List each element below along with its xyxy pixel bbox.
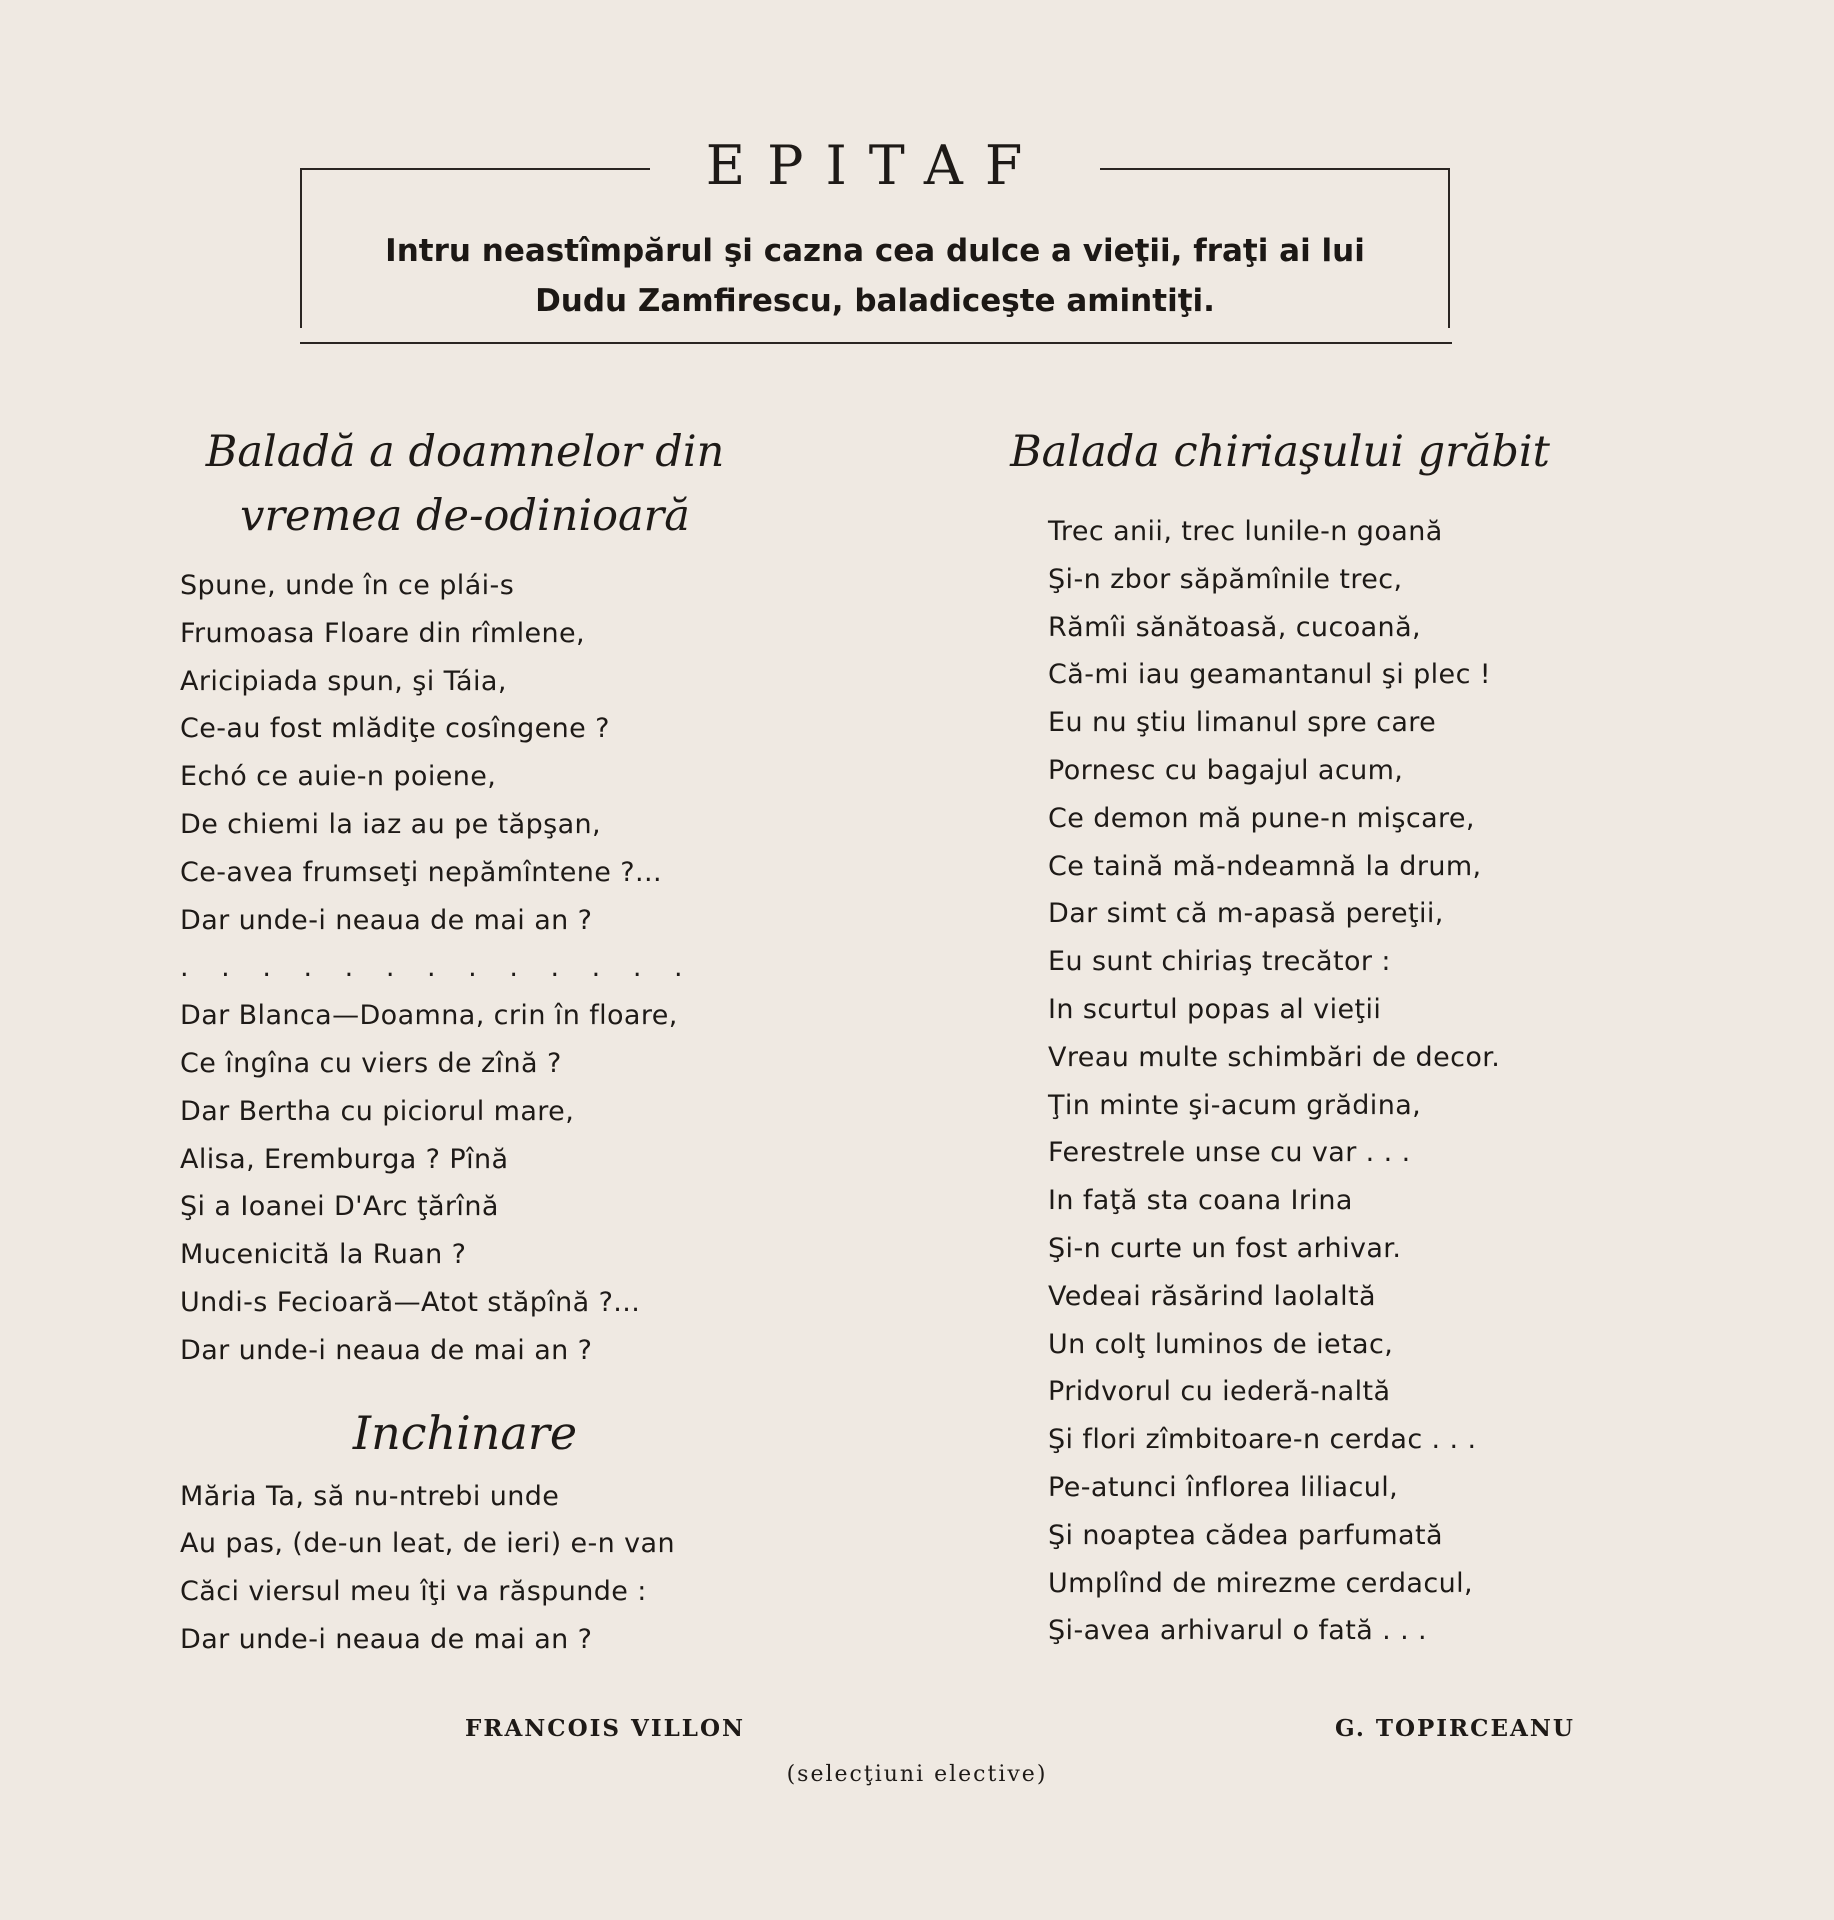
- verse-line: Ţin minte şi-acum grădina,: [1048, 1089, 1422, 1121]
- verse-line: Dar unde-i neaua de mai an ?: [180, 1334, 593, 1366]
- poem-title-balada-chiriasului: Balada chiriaşului grăbit: [1010, 427, 1550, 477]
- verse-line: Dar unde-i neaua de mai an ?: [180, 1623, 593, 1655]
- verse-line: Şi-n curte un fost arhivar.: [1048, 1232, 1402, 1264]
- verse-line: Ferestrele unse cu var . . .: [1048, 1137, 1411, 1169]
- verse-line: Aricipiada spun, şi Táia,: [180, 665, 507, 697]
- verse-line: Dar Blanca—Doamna, crin în floare,: [180, 1000, 678, 1032]
- verse-line: Vreau multe schimbări de decor.: [1048, 1041, 1501, 1073]
- right-column: [980, 420, 1630, 1655]
- verse-line: Măria Ta, să nu-ntrebi unde: [180, 1480, 560, 1512]
- verse-line: Rămîi sănătoasă, cucoană,: [1048, 611, 1421, 643]
- verse-line: Şi-n zbor săpămînile trec,: [1048, 563, 1403, 595]
- verse-line: Mucenicită la Ruan ?: [180, 1239, 467, 1271]
- poem-title-line-1: Baladă a doamnelor din: [205, 427, 725, 477]
- verse-line: Vedeai răsărind laolaltă: [1048, 1280, 1376, 1312]
- page-title: EPITAF: [705, 134, 1045, 197]
- verse-line: Au pas, (de-un leat, de ieri) e-n van: [180, 1528, 675, 1560]
- verse-line: Ce demon mă pune-n mişcare,: [1048, 802, 1475, 834]
- verse-line: Dar unde-i neaua de mai an ?: [180, 904, 593, 936]
- ellipsis-separator: . . . . . . . . . . . . .: [180, 952, 695, 984]
- verse-line: Alisa, Eremburga ? Pînă: [180, 1143, 509, 1175]
- epitaph-dedication: [330, 226, 1420, 326]
- verse-line: Eu nu ştiu limanul spre care: [1048, 707, 1437, 739]
- verse-line: In faţă sta coana Irina: [1048, 1185, 1353, 1217]
- poem-title-line-2: vremea de-odinioară: [240, 491, 690, 541]
- author-topirceanu: G. TOPIRCEANU: [1335, 1715, 1575, 1742]
- verse-line: Şi-avea arhivarul o fată . . .: [1048, 1615, 1428, 1647]
- verse-line: Dar Bertha cu piciorul mare,: [180, 1095, 575, 1127]
- poem-inchinare-lines: [180, 1473, 780, 1664]
- verse-line: Ce îngîna cu viers de zînă ?: [180, 1047, 562, 1079]
- verse-line: Căci viersul meu îţi va răspunde :: [180, 1576, 647, 1608]
- verse-line: Echó ce auie-n poiene,: [180, 761, 497, 793]
- poem-stanza-1: [180, 562, 780, 1375]
- verse-line: Şi flori zîmbitoare-n cerdac . . .: [1048, 1424, 1477, 1456]
- verse-line: Dar simt că m-apasă pereţii,: [1048, 898, 1444, 930]
- poem-title-balada-doamnelor: [150, 420, 780, 548]
- verse-line: Undi-s Fecioară—Atot stăpînă ?...: [180, 1286, 641, 1318]
- verse-line: De chiemi la iaz au pe tăpşan,: [180, 808, 602, 840]
- poem-chiriasului-lines: [1048, 508, 1630, 1655]
- verse-line: Pe-atunci înflorea liliacul,: [1048, 1471, 1399, 1503]
- verse-line: In scurtul popas al vieţii: [1048, 993, 1382, 1025]
- verse-line: Un colţ luminos de ietac,: [1048, 1328, 1394, 1360]
- epitaph-rule-bottom: [300, 342, 1452, 344]
- verse-line: Spune, unde în ce plái-s: [180, 570, 515, 601]
- left-column: [150, 420, 780, 1664]
- poem-title-inchinare: Inchinare: [352, 1405, 578, 1460]
- selection-note-text: (selecţiuni elective): [786, 1762, 1048, 1787]
- verse-line: Ce-avea frumseţi nepămîntene ?...: [180, 856, 662, 888]
- verse-line: Umplînd de mirezme cerdacul,: [1048, 1567, 1473, 1599]
- verse-line: Şi noaptea cădea parfumată: [1048, 1519, 1443, 1551]
- epitaph-line-1: Intru neastîmpărul şi cazna cea dulce a vieţii, fraţi ai lui: [385, 233, 1365, 269]
- author-villon: FRANCOIS VILLON: [465, 1715, 746, 1742]
- verse-line: Pridvorul cu iederă-naltă: [1048, 1376, 1391, 1408]
- epitaph-line-2: Dudu Zamfirescu, baladiceşte amintiţi.: [535, 283, 1215, 319]
- verse-line: Eu sunt chiriaş trecător :: [1048, 946, 1391, 978]
- verse-line: Frumoasa Floare din rîmlene,: [180, 617, 585, 649]
- verse-line: Trec anii, trec lunile-n goană: [1048, 516, 1443, 547]
- verse-line: Ce taină mă-ndeamnă la drum,: [1048, 850, 1482, 882]
- verse-line: Că-mi iau geamantanul şi plec !: [1048, 659, 1492, 691]
- verse-line: Pornesc cu bagajul acum,: [1048, 754, 1404, 786]
- verse-line: Şi a Ioanei D'Arc ţărînă: [180, 1191, 499, 1223]
- selection-note: [0, 1762, 1834, 1787]
- verse-line: Ce-au fost mlădiţe cosîngene ?: [180, 713, 610, 745]
